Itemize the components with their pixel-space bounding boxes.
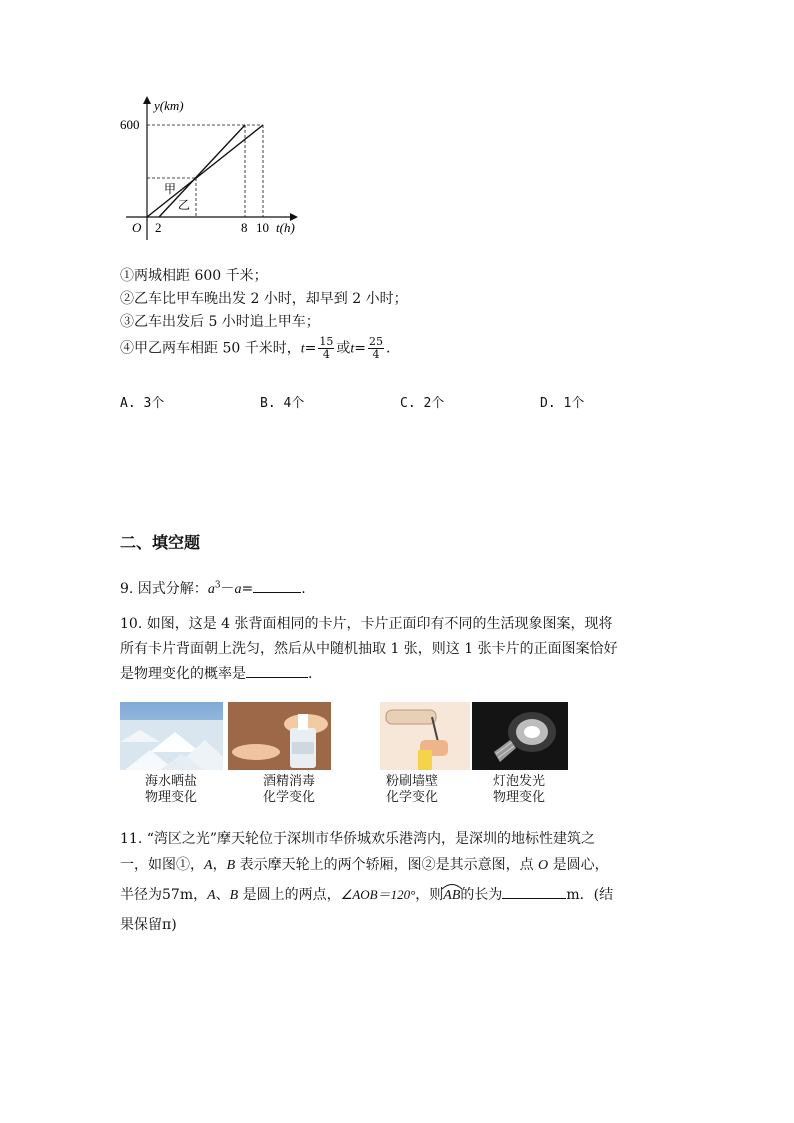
- y-axis-label: y(km): [154, 98, 184, 113]
- fraction-numerator: 25: [368, 335, 383, 348]
- card-3-label: 化学变化: [385, 790, 438, 805]
- card-alcohol-image: [228, 702, 331, 770]
- choice-d[interactable]: D. 1个: [540, 396, 585, 411]
- q9-equals: =: [241, 581, 254, 597]
- q11-arc-ab: [443, 887, 460, 904]
- q9-period: .: [301, 581, 306, 597]
- label-jia: 甲: [164, 182, 177, 196]
- q11-angle: ∠AOB＝120°: [340, 887, 416, 902]
- section-title: 二、填空题: [120, 533, 201, 552]
- q11-line-2: [120, 854, 609, 874]
- card-bulb-image: [472, 702, 568, 770]
- x-tick-8: 8: [241, 220, 248, 235]
- card-1-title: 海水晒盐: [144, 774, 197, 789]
- card-2-caption: [234, 774, 344, 806]
- q11-point-b2: B: [229, 888, 239, 903]
- equals-sign-2: =: [354, 340, 366, 357]
- q9-answer-blank[interactable]: [253, 578, 301, 593]
- or-text: 或: [336, 340, 351, 357]
- q9-var-a2: a: [234, 582, 242, 597]
- card-1-caption: [116, 774, 226, 806]
- choice-b[interactable]: B. 4个: [260, 396, 305, 411]
- card-paint-image: [380, 702, 483, 770]
- card-2-label: 化学变化: [262, 790, 315, 805]
- fraction-25-4: [368, 336, 384, 361]
- q10-line-1: 10. 如图，这是 4 张背面相同的卡片，卡片正面印有不同的生活现象图案，现将: [120, 616, 613, 632]
- q11-l2-a: 一，如图①，: [120, 857, 204, 873]
- line-yi: [159, 125, 245, 217]
- choice-c[interactable]: C. 2个: [400, 396, 445, 411]
- fraction-numerator: 15: [319, 335, 334, 348]
- q11-l3-c: ，则: [415, 887, 444, 903]
- statement-1: ①两城相距 600 千米；: [120, 268, 268, 284]
- distance-time-graph: [120, 92, 310, 242]
- salt-pile-icon: [120, 702, 223, 770]
- statement-3: ③乙车出发后 5 小时追上甲车；: [120, 314, 320, 330]
- light-bulb-icon: [472, 702, 568, 770]
- q11-l2-c: 是圆心，: [548, 857, 609, 873]
- q10-answer-blank[interactable]: [246, 663, 308, 678]
- label-yi: 乙: [178, 198, 191, 212]
- x-axis-label: t(h): [276, 220, 295, 235]
- t-variable: t: [300, 341, 305, 357]
- q11-arc-text: AB: [443, 888, 461, 903]
- q11-l3-d: 的长为: [460, 887, 503, 903]
- fraction-denominator: 4: [322, 348, 330, 361]
- q11-l3-a: 半径为57m，: [120, 887, 208, 903]
- line-jia: [147, 125, 263, 217]
- card-1-label: 物理变化: [144, 790, 197, 805]
- card-2-title: 酒精消毒: [262, 774, 315, 789]
- y-tick-600: 600: [120, 117, 140, 132]
- y-axis-arrow-icon: [143, 96, 151, 104]
- q11-l2-b: 表示摩天轮上的两个轿厢，图②是其示意图，点: [235, 857, 539, 873]
- statement-4-prefix: ④甲乙两车相距 50 千米时，: [120, 340, 301, 357]
- q11-point-o: O: [538, 858, 549, 873]
- q9-minus: －: [220, 581, 235, 597]
- question-9: [120, 578, 306, 598]
- card-4-title: 灯泡发光: [492, 774, 545, 789]
- x-tick-10: 10: [256, 220, 269, 235]
- statement-4: [120, 336, 390, 361]
- q11-answer-blank[interactable]: [502, 884, 566, 899]
- arc-symbol-icon: [441, 882, 463, 890]
- q11-point-a: A: [204, 858, 213, 873]
- q11-point-a2: A: [207, 888, 216, 903]
- card-4-label: 物理变化: [492, 790, 545, 805]
- period: .: [385, 340, 391, 357]
- q11-comma: ，: [212, 857, 227, 873]
- q11-sep: 、: [215, 887, 230, 903]
- q9-var-a: a: [207, 582, 215, 597]
- q11-line-1: 11. “湾区之光”摩天轮位于深圳市华侨城欢乐港湾内，是深圳的地标性建筑之: [120, 831, 596, 847]
- q9-exponent: 3: [214, 580, 221, 591]
- q11-line-3: [120, 884, 613, 904]
- q10-line-3-text: 是物理变化的概率是: [120, 666, 246, 682]
- card-salt-image: [120, 702, 223, 770]
- card-3-caption: [357, 774, 467, 806]
- paint-roller-icon: [380, 702, 470, 770]
- q11-l3-e: m．(结: [566, 887, 614, 903]
- q9-prefix: 9. 因式分解：: [120, 581, 208, 597]
- t-variable-2: t: [350, 341, 355, 357]
- q10-line-3: [120, 663, 312, 683]
- equals-sign: =: [304, 340, 317, 357]
- x-tick-2: 2: [155, 220, 162, 235]
- spray-bottle-icon: [228, 702, 331, 770]
- origin-label: O: [132, 220, 142, 235]
- statement-2: ②乙车比甲车晚出发 2 小时，却早到 2 小时；: [120, 291, 408, 307]
- fraction-15-4: [318, 336, 334, 361]
- q11-point-b: B: [226, 858, 236, 873]
- q10-line-2: 所有卡片背面朝上洗匀，然后从中随机抽取 1 张，则这 1 张卡片的正面图案恰好: [120, 641, 618, 657]
- q10-period: .: [308, 666, 313, 682]
- choice-a[interactable]: A. 3个: [120, 396, 165, 411]
- q11-line-4: 果保留π): [120, 917, 177, 933]
- card-3-title: 粉刷墙壁: [385, 774, 438, 789]
- card-4-caption: [464, 774, 574, 806]
- fraction-denominator: 4: [372, 348, 380, 361]
- q11-l3-b: 是圆上的两点，: [238, 887, 341, 903]
